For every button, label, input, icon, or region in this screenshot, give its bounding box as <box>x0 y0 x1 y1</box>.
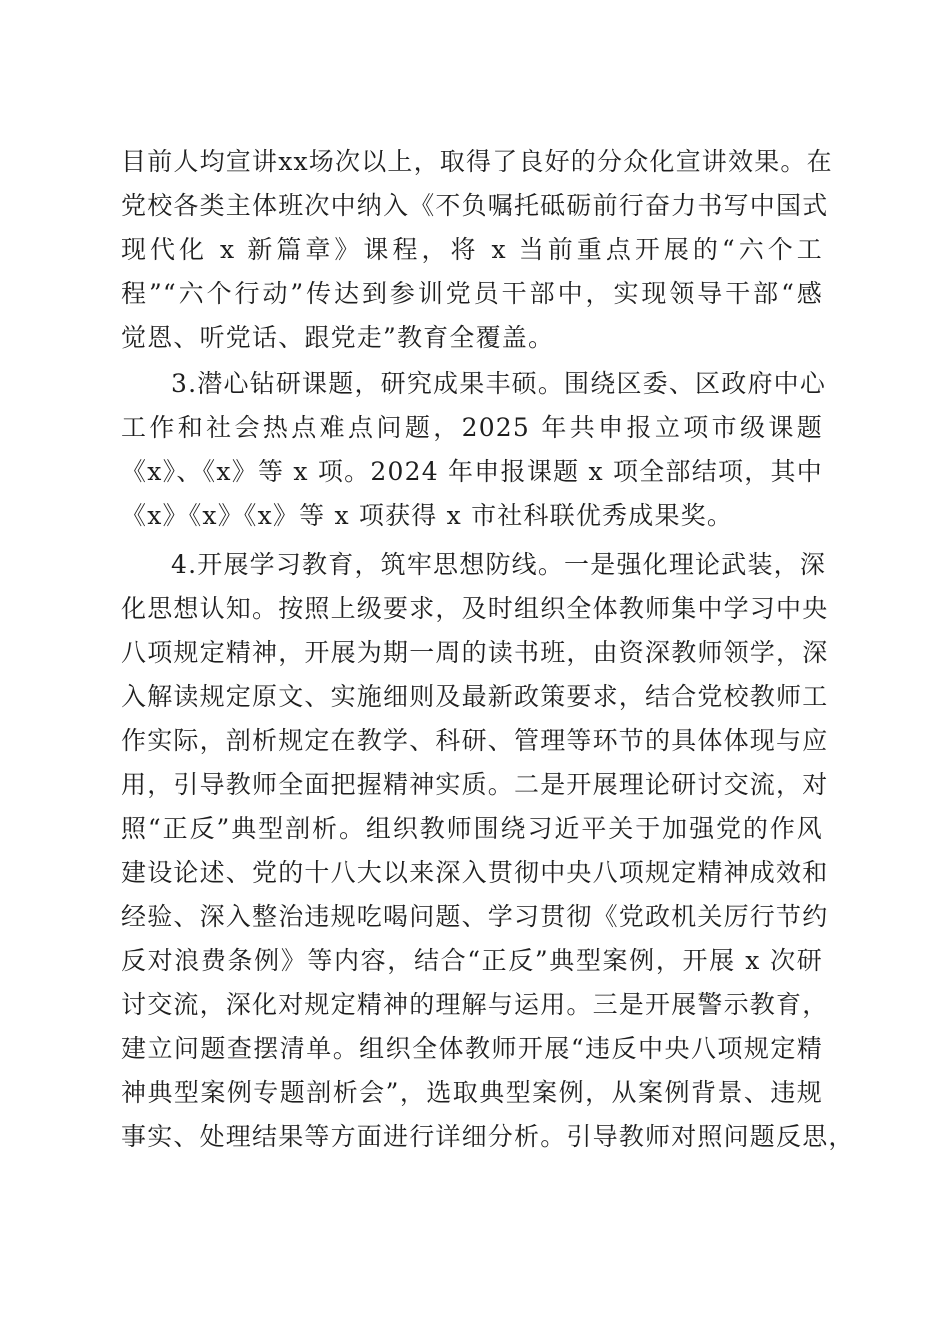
paragraph-heading-line: 4.开展学习教育，筑牢思想防线。一是强化理论武装，深 <box>171 550 827 579</box>
paragraph-end-line: 《x》《x》《x》等 x 项获得 x 市社科联优秀成果奖。 <box>121 501 734 530</box>
text-line: 照“正反”典型剖析。组织教师围绕习近平关于加强党的作风 <box>121 814 823 843</box>
text-line: 经验、深入整治违规吃喝问题、学习贯彻《党政机关厉行节约 <box>121 902 829 931</box>
text-line: 目前人均宣讲xx场次以上，取得了良好的分众化宣讲效果。在 <box>121 147 833 176</box>
text-line: 反对浪费条例》等内容，结合“正反”典型案例，开展 x 次研 <box>121 946 823 975</box>
paragraph-end-line: 觉恩、听党话、跟党走”教育全覆盖。 <box>121 323 555 352</box>
text-line: 作实际，剖析规定在教学、科研、管理等环节的具体体现与应 <box>121 726 829 755</box>
text-line: 工作和社会热点难点问题，2025 年共申报立项市级课题 <box>121 413 823 442</box>
text-line: 入解读规定原文、实施细则及最新政策要求，结合党校教师工 <box>121 682 829 711</box>
paragraph-heading-line: 3.潜心钻研课题，研究成果丰硕。围绕区委、区政府中心 <box>171 369 827 398</box>
text-line: 用，引导教师全面把握精神实质。二是开展理论研讨交流，对 <box>121 770 829 799</box>
text-line: 事实、处理结果等方面进行详细分析。引导教师对照问题反思， <box>121 1122 855 1151</box>
text-line: 党校各类主体班次中纳入《不负嘱托砥砺前行奋力书写中国式 <box>121 191 829 220</box>
text-line: 《x》、《x》等 x 项。2024 年申报课题 x 项全部结项，其中 <box>121 457 823 486</box>
text-line: 神典型案例专题剖析会”，选取典型案例，从案例背景、违规 <box>121 1078 823 1107</box>
text-line: 八项规定精神，开展为期一周的读书班，由资深教师领学，深 <box>121 638 829 667</box>
text-line: 程”“六个行动”传达到参训党员干部中，实现领导干部“感 <box>121 279 823 308</box>
text-line: 现代化 x 新篇章》课程，将 x 当前重点开展的“六个工 <box>121 235 823 264</box>
text-line: 化思想认知。按照上级要求，及时组织全体教师集中学习中央 <box>121 594 829 623</box>
text-line: 建立问题查摆清单。组织全体教师开展“违反中央八项规定精 <box>121 1034 823 1063</box>
text-line: 建设论述、党的十八大以来深入贯彻中央八项规定精神成效和 <box>121 858 829 887</box>
text-line: 讨交流，深化对规定精神的理解与运用。三是开展警示教育， <box>121 990 829 1019</box>
